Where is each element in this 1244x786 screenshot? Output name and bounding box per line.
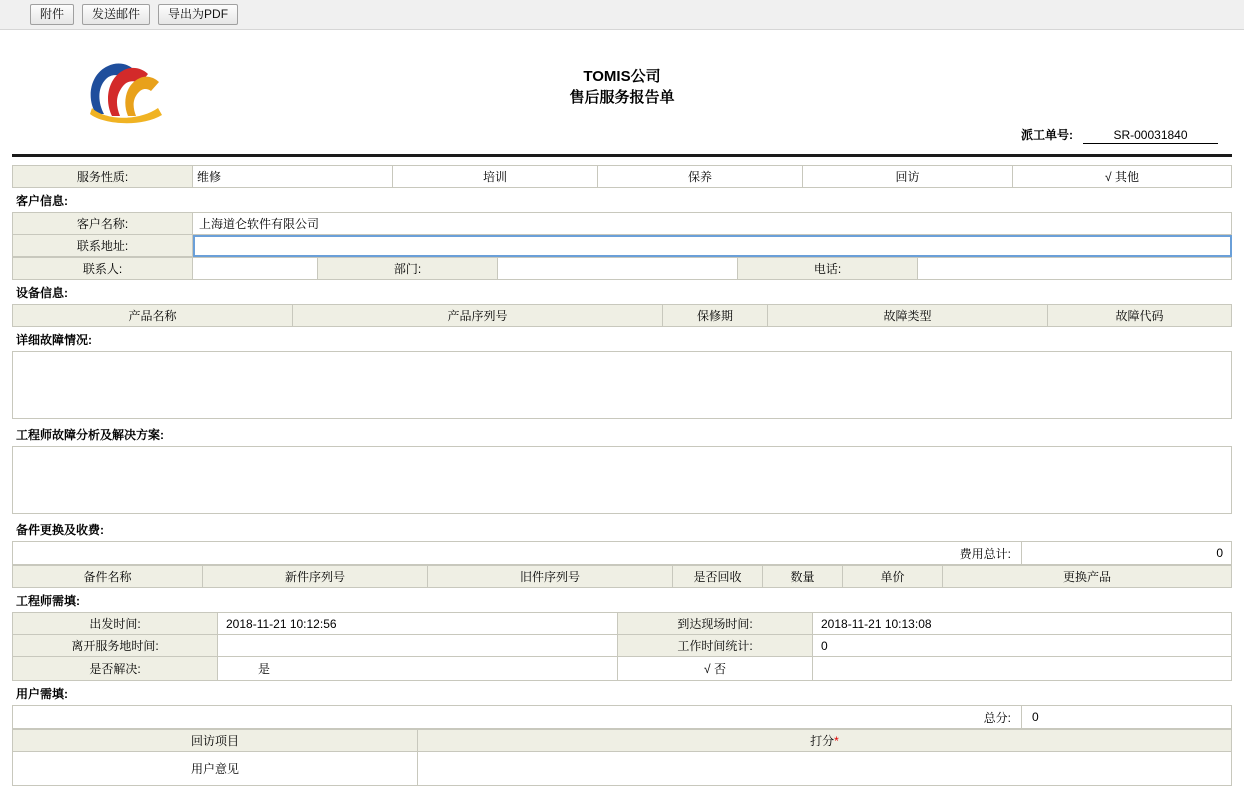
resolved-no-label: 否 xyxy=(713,662,726,676)
customer-phone-cell[interactable] xyxy=(918,258,1232,280)
arrive-time-cell[interactable] xyxy=(813,613,1232,635)
resolved-empty-cell xyxy=(813,657,1232,681)
header-divider xyxy=(12,154,1232,157)
parts-col-price: 单价 xyxy=(843,566,943,588)
service-nature-option-other[interactable] xyxy=(1013,166,1232,188)
parts-col-name: 备件名称 xyxy=(13,566,203,588)
parts-section-title: 备件更换及收费: xyxy=(16,523,104,537)
device-col-fault-code: 故障代码 xyxy=(1048,305,1232,327)
toolbar xyxy=(0,0,1244,30)
customer-address-label: 联系地址: xyxy=(13,235,193,257)
table-header-row xyxy=(13,566,1232,588)
table-row xyxy=(13,258,1232,280)
checkmark-icon: √ xyxy=(704,662,711,676)
followup-score-input[interactable] xyxy=(422,760,1227,778)
service-nature-option-other-label: 其他 xyxy=(1114,170,1139,184)
customer-address-cell[interactable] xyxy=(193,235,1232,257)
table-header-row xyxy=(13,305,1232,327)
table-row xyxy=(13,752,1232,786)
device-col-fault-type: 故障类型 xyxy=(768,305,1048,327)
parts-col-recycle: 是否回收 xyxy=(673,566,763,588)
followup-col-score xyxy=(418,730,1232,752)
order-number-row xyxy=(1021,126,1218,144)
service-nature-table xyxy=(12,165,1232,188)
service-nature-option-followup-label: 回访 xyxy=(895,170,920,184)
checkmark-icon: √ xyxy=(1105,170,1112,184)
customer-name-input[interactable] xyxy=(197,215,1227,233)
service-nature-option-repair[interactable] xyxy=(193,166,393,188)
worktime-cell[interactable] xyxy=(813,635,1232,657)
leave-time-label: 离开服务地时间: xyxy=(13,635,218,657)
followup-item-user-opinion: 用户意见 xyxy=(13,752,418,786)
parts-table xyxy=(12,565,1232,588)
device-table xyxy=(12,304,1232,327)
customer-contact-input[interactable] xyxy=(197,260,313,278)
depart-time-label: 出发时间: xyxy=(13,613,218,635)
export-pdf-button[interactable]: 导出为PDF xyxy=(158,4,238,25)
customer-contact-cell[interactable] xyxy=(193,258,318,280)
worktime-label: 工作时间统计: xyxy=(618,635,813,657)
service-nature-option-repair-label: 维修 xyxy=(197,170,222,184)
service-nature-option-followup[interactable] xyxy=(803,166,1013,188)
worktime-value: 0 xyxy=(821,638,828,653)
leave-time-cell[interactable] xyxy=(218,635,618,657)
arrive-time-value: 2018-11-21 10:13:08 xyxy=(821,616,932,631)
followup-score-cell[interactable] xyxy=(418,752,1232,786)
resolved-label: 是否解决: xyxy=(13,657,218,681)
resolved-yes-label: 是 xyxy=(258,662,271,676)
order-number-value: SR-00031840 xyxy=(1083,128,1218,144)
service-nature-option-maintenance[interactable] xyxy=(598,166,803,188)
table-row xyxy=(13,213,1232,235)
followup-col-score-label: 打分 xyxy=(810,734,835,748)
parts-col-quantity: 数量 xyxy=(763,566,843,588)
engineer-fill-table xyxy=(12,612,1232,681)
fault-detail-textarea[interactable] xyxy=(12,351,1232,419)
customer-dept-label: 部门: xyxy=(318,258,498,280)
table-row xyxy=(13,657,1232,681)
service-nature-option-training-label: 培训 xyxy=(482,170,507,184)
resolved-no-option[interactable] xyxy=(618,657,813,681)
leave-time-input[interactable] xyxy=(222,637,613,655)
depart-time-cell[interactable] xyxy=(218,613,618,635)
score-total-value: 0 xyxy=(1021,706,1231,728)
resolved-yes-option[interactable] xyxy=(218,657,618,681)
fault-detail-section-title: 详细故障情况: xyxy=(16,333,92,347)
user-fill-section-title: 用户需填: xyxy=(16,687,68,701)
customer-name-cell[interactable] xyxy=(193,213,1232,235)
parts-col-old-serial: 旧件序列号 xyxy=(428,566,673,588)
table-row xyxy=(13,613,1232,635)
service-nature-option-maintenance-label: 保养 xyxy=(687,170,712,184)
customer-phone-input[interactable] xyxy=(922,260,1227,278)
report-document xyxy=(0,30,1244,786)
service-nature-option-training[interactable] xyxy=(393,166,598,188)
fee-total-row xyxy=(12,541,1232,565)
table-row xyxy=(13,166,1232,188)
page-title: 售后服务报告单 xyxy=(569,89,675,106)
customer-address-input[interactable] xyxy=(197,237,1227,255)
company-name: TOMIS公司 xyxy=(583,68,661,85)
attachment-button[interactable]: 附件 xyxy=(30,4,74,25)
parts-col-new-serial: 新件序列号 xyxy=(203,566,428,588)
table-row xyxy=(13,235,1232,257)
customer-section-title: 客户信息: xyxy=(16,194,68,208)
send-mail-button[interactable]: 发送邮件 xyxy=(82,4,150,25)
score-total-label: 总分: xyxy=(983,710,1011,725)
parts-col-replaced-product: 更换产品 xyxy=(943,566,1232,588)
customer-dept-cell[interactable] xyxy=(498,258,738,280)
device-col-warranty: 保修期 xyxy=(663,305,768,327)
customer-table xyxy=(12,212,1232,257)
table-header-row xyxy=(13,730,1232,752)
customer-phone-label: 电话: xyxy=(738,258,918,280)
table-row xyxy=(13,635,1232,657)
order-number-label: 派工单号: xyxy=(1021,128,1073,142)
service-nature-label: 服务性质: xyxy=(13,166,193,188)
followup-col-item: 回访项目 xyxy=(13,730,418,752)
fee-total-label: 费用总计: xyxy=(959,546,1011,561)
title-block xyxy=(12,66,1232,108)
customer-contact-label: 联系人: xyxy=(13,258,193,280)
customer-contact-table xyxy=(12,257,1232,280)
required-mark: * xyxy=(834,734,839,748)
engineer-analysis-textarea[interactable] xyxy=(12,446,1232,514)
engineer-analysis-section-title: 工程师故障分析及解决方案: xyxy=(16,428,164,442)
user-fill-table xyxy=(12,729,1232,786)
customer-name-label: 客户名称: xyxy=(13,213,193,235)
score-total-row xyxy=(12,705,1232,729)
customer-dept-input[interactable] xyxy=(502,260,733,278)
document-header xyxy=(12,30,1232,142)
device-col-serial: 产品序列号 xyxy=(293,305,663,327)
fee-total-value: 0 xyxy=(1021,542,1231,564)
device-col-product-name: 产品名称 xyxy=(13,305,293,327)
arrive-time-label: 到达现场时间: xyxy=(618,613,813,635)
device-section-title: 设备信息: xyxy=(16,286,68,300)
engineer-fill-section-title: 工程师需填: xyxy=(16,594,80,608)
depart-time-value: 2018-11-21 10:12:56 xyxy=(226,616,337,631)
